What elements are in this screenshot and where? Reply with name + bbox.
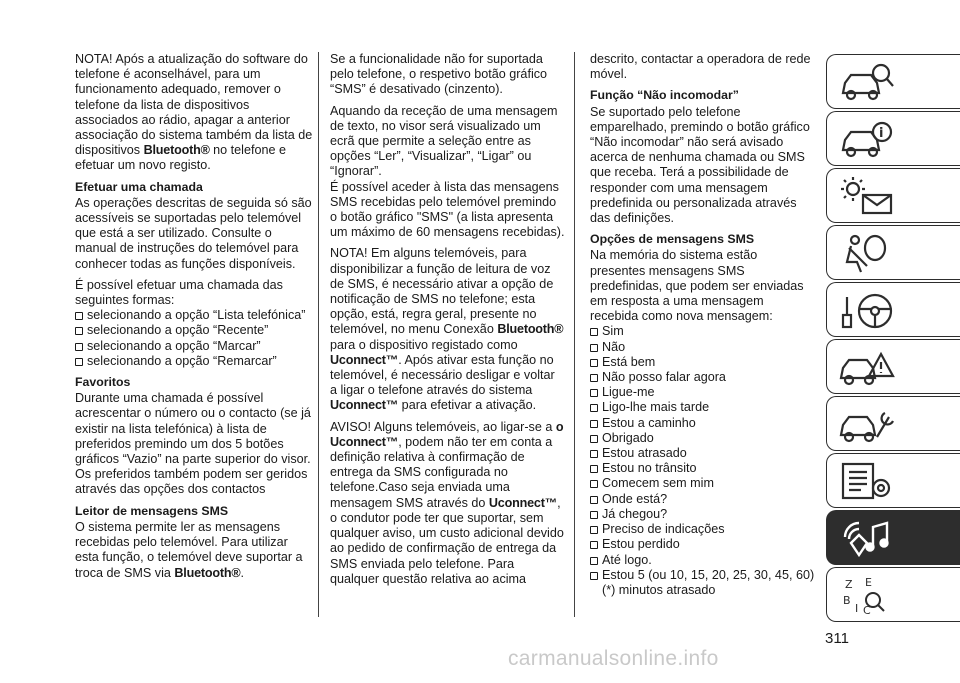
heading-favorites: Favoritos <box>75 375 131 390</box>
svg-text:C: C <box>863 604 871 616</box>
list-item: Não posso falar agora <box>590 370 815 385</box>
heading-sms-reader: Leitor de mensagens SMS <box>75 503 229 518</box>
sms-options-paragraph: Na memória do sistema estão presentes mensagens SMS predefinidas, que podem ser enviadas em resposta a uma mensagem recebida como nova mensagem: <box>590 248 804 324</box>
note-paragraph-2: NOTA! Em alguns telemóveis, para disponibilizar a função de leitura de voz de SMS, é necessário ativar a opção de notificação de SMS no telefone; esta opção, está, regra geral, presente no telemóvel, no menu Conexão Bluetooth® para o dispositivo registado como Uconnect™. Após ativar esta função no telemóvel, é necessário desligar e voltar a ligar o telefone através do sistema Uconnect™ para efetivar a ativação. <box>330 246 564 413</box>
sms-messages-list <box>590 324 815 598</box>
list-item: Estou atrasado <box>590 446 815 461</box>
continued-paragraph: descrito, contactar a operadora de rede móvel. <box>590 52 811 82</box>
sms-unsupported-paragraph: Se a funcionalidade não for suportada pelo telefone, o respetivo botão gráfico “SMS” é desativado (cinzento). <box>330 52 548 97</box>
tab-index[interactable] <box>826 567 960 622</box>
warning-light-message-icon <box>837 175 897 217</box>
column-divider <box>318 52 319 617</box>
steering-wheel-icon <box>837 289 897 331</box>
svg-text:I: I <box>855 602 859 615</box>
list-item: Obrigado <box>590 431 815 446</box>
make-call-paragraph: As operações descritas de seguida só são acessíveis se suportadas pelo telemóvel que está a ser utilizado. Consulte o manual de instruções do telemóvel para conhecer todas as funções disponíveis. <box>75 195 312 271</box>
tab-car-info[interactable] <box>826 111 960 166</box>
list-item: Sim <box>590 324 815 339</box>
call-options-list <box>75 308 315 369</box>
tab-multimedia[interactable] <box>826 510 960 565</box>
list-item: selecionando a opção “Remarcar” <box>75 354 315 369</box>
heading-sms-options: Opções de mensagens SMS <box>590 232 755 247</box>
list-item: Estou a caminho <box>590 416 815 431</box>
tab-emergency[interactable] <box>826 339 960 394</box>
note-paragraph: NOTA! Após a atualização do software do telefone é aconselhável, para um funcionamento adequado, remover o telefone da lista de dispositivos associados ao rádio, apagar a anterior associação do sistema também da lista de dispositivos Bluetooth® no telefone e efetuar um novo registo. <box>75 52 313 173</box>
do-not-disturb-paragraph: Se suportado pelo telefone emparelhado, premindo o botão gráfico “Não incomodar” não será avisado acerca de nenhuma chamada ou SMS que receba. Terá a possibilidade de responder com uma mensagem predefinida ou personalizada através das definições. <box>590 104 810 226</box>
multimedia-icon <box>837 517 897 559</box>
watermark: carmanualsonline.info <box>508 647 719 670</box>
svg-text:B: B <box>843 594 851 607</box>
column-1 <box>75 52 315 587</box>
list-item: Até logo. <box>590 553 815 568</box>
tab-maintenance[interactable] <box>826 396 960 451</box>
list-item: selecionando a opção “Marcar” <box>75 339 315 354</box>
tab-steering[interactable] <box>826 282 960 337</box>
make-call-ways: É possível efetuar uma chamada das seguintes formas: <box>75 277 283 308</box>
heading-do-not-disturb: Função “Não incomodar” <box>590 88 739 103</box>
list-item: Estou perdido <box>590 537 815 552</box>
sms-reader-paragraph: O sistema permite ler as mensagens recebidas pelo telemóvel. Para utilizar esta função, o telemóvel deve suportar a troca de SMS via Bluetooth®. <box>75 519 303 580</box>
list-item: Preciso de indicações <box>590 522 815 537</box>
column-2 <box>330 52 565 593</box>
favorites-paragraph: Durante uma chamada é possível acrescentar o número ou o contacto (se já existir na lista telefónica) à lista de preferidos premindo um dos 5 botões gráficos “Vazio” na parte superior do visor. Os preferidos também podem ser geridos através das opções dos contactos <box>75 391 311 497</box>
heading-make-call: Efetuar uma chamada <box>75 179 203 194</box>
list-item: selecionando a opção “Recente” <box>75 323 315 338</box>
tab-technical-data[interactable] <box>826 453 960 508</box>
sms-list-paragraph: É possível aceder à lista das mensagens SMS recebidas pelo telemóvel premindo o botão gráfico "SMS" (a lista apresenta um máximo de 60 mensagens recebidas). <box>330 179 565 240</box>
tab-warning-lights[interactable] <box>826 168 960 223</box>
list-item: Não <box>590 340 815 355</box>
column-divider <box>574 52 575 617</box>
list-item: Estou 5 (ou 10, 15, 20, 25, 30, 45, 60) (*) minutos atrasado <box>590 568 815 598</box>
list-item: Ligo-lhe mais tarde <box>590 400 815 415</box>
svg-text:Z: Z <box>845 578 853 591</box>
tab-safety[interactable] <box>826 225 960 280</box>
list-item: Ligue-me <box>590 385 815 400</box>
car-search-icon <box>837 61 897 103</box>
car-maintenance-icon <box>837 403 897 445</box>
list-item: Onde está? <box>590 492 815 507</box>
tech-data-icon <box>837 460 897 502</box>
car-info-icon <box>837 118 897 160</box>
list-item: selecionando a opção “Lista telefónica” <box>75 308 315 323</box>
svg-text:i: i <box>879 126 884 141</box>
airbag-safety-icon <box>837 232 897 274</box>
list-item: Estou no trânsito <box>590 461 815 476</box>
list-item: Já chegou? <box>590 507 815 522</box>
tab-car-search[interactable] <box>826 54 960 109</box>
list-item: Comecem sem mim <box>590 476 815 491</box>
svg-text:E: E <box>865 576 872 589</box>
car-crash-warning-icon <box>837 346 897 388</box>
page-number: 311 <box>825 630 849 647</box>
sms-reception-paragraph: Aquando da receção de uma mensagem de texto, no visor será visualizado um ecrã que permite a seleção entre as opções “Ler”, “Visualizar”, “Ligar” ou “Ignorar”. <box>330 103 558 179</box>
column-3 <box>590 52 815 604</box>
warning-paragraph: AVISO! Alguns telemóveis, ao ligar-se a o Uconnect™, podem não ter em conta a definição relativa à confirmação de entrega da SMS configurada no telefone.Caso seja enviada uma mensagem SMS através do Uconnect™, o condutor pode ter que suportar, sem qualquer aviso, um custo adicional devido ao pedido de confirmação de entrega da SMS enviada pelo telefone. Para qualquer questão relativa ao acima <box>330 419 564 586</box>
list-item: Está bem <box>590 355 815 370</box>
alphabet-index-icon <box>837 574 897 616</box>
